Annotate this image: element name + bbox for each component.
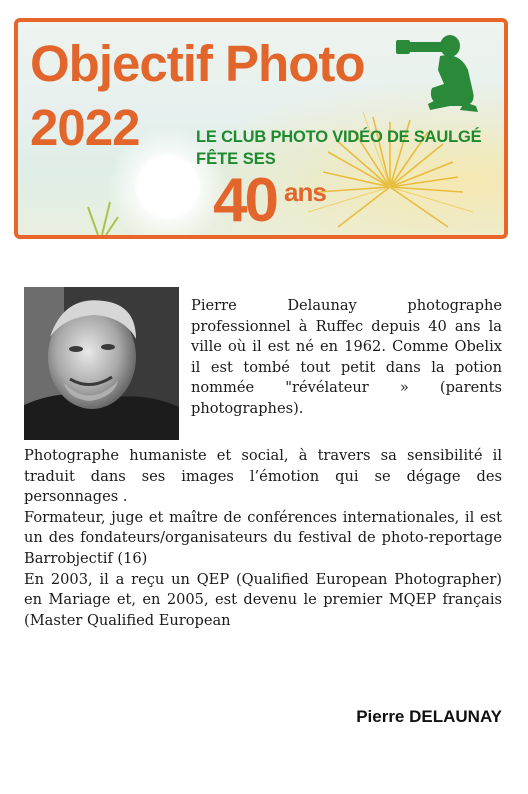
signature-name: Pierre DELAUNAY (356, 707, 502, 726)
club-name: LE CLUB PHOTO VIDÉO DE SAULGÉ (196, 128, 482, 146)
bio-paragraph: Photographe humaniste et social, à travers sa sensibilité il traduit dans ses images l’émotion qui se dégage des personnages . (24, 447, 502, 506)
anniversary-unit: ans (284, 177, 326, 207)
bio-paragraph: Formateur, juge et maître de conférences internationales, il est un des fondateurs/organisateurs du festival de photo-reportage Barrobjectif (16) (24, 508, 502, 567)
banner-year: 2022 (30, 99, 140, 156)
anniversary-number: 40 (213, 166, 276, 235)
portrait-icon (24, 287, 179, 440)
event-banner (14, 18, 508, 239)
banner-title: Objectif Photo (30, 35, 365, 92)
intro-paragraph: Pierre Delaunay photographe professionnel à Ruffec depuis 40 ans la ville où il est né en 1962. Comme Obelix il est tombé tout petit dans la potion nommée "révélateur » (parents photographes). (191, 297, 502, 417)
grass-icon (88, 202, 118, 235)
photographer-silhouette-icon (396, 35, 478, 112)
celebration-text: FÊTE SES (196, 150, 276, 168)
biography (24, 446, 502, 631)
portrait-photo (24, 287, 179, 440)
bio-paragraph: En 2003, il a reçu un QEP (Qualified European Photographer) en Mariage et, en 2005, est devenu le premier MQEP français (Master Qualified European (24, 570, 502, 629)
